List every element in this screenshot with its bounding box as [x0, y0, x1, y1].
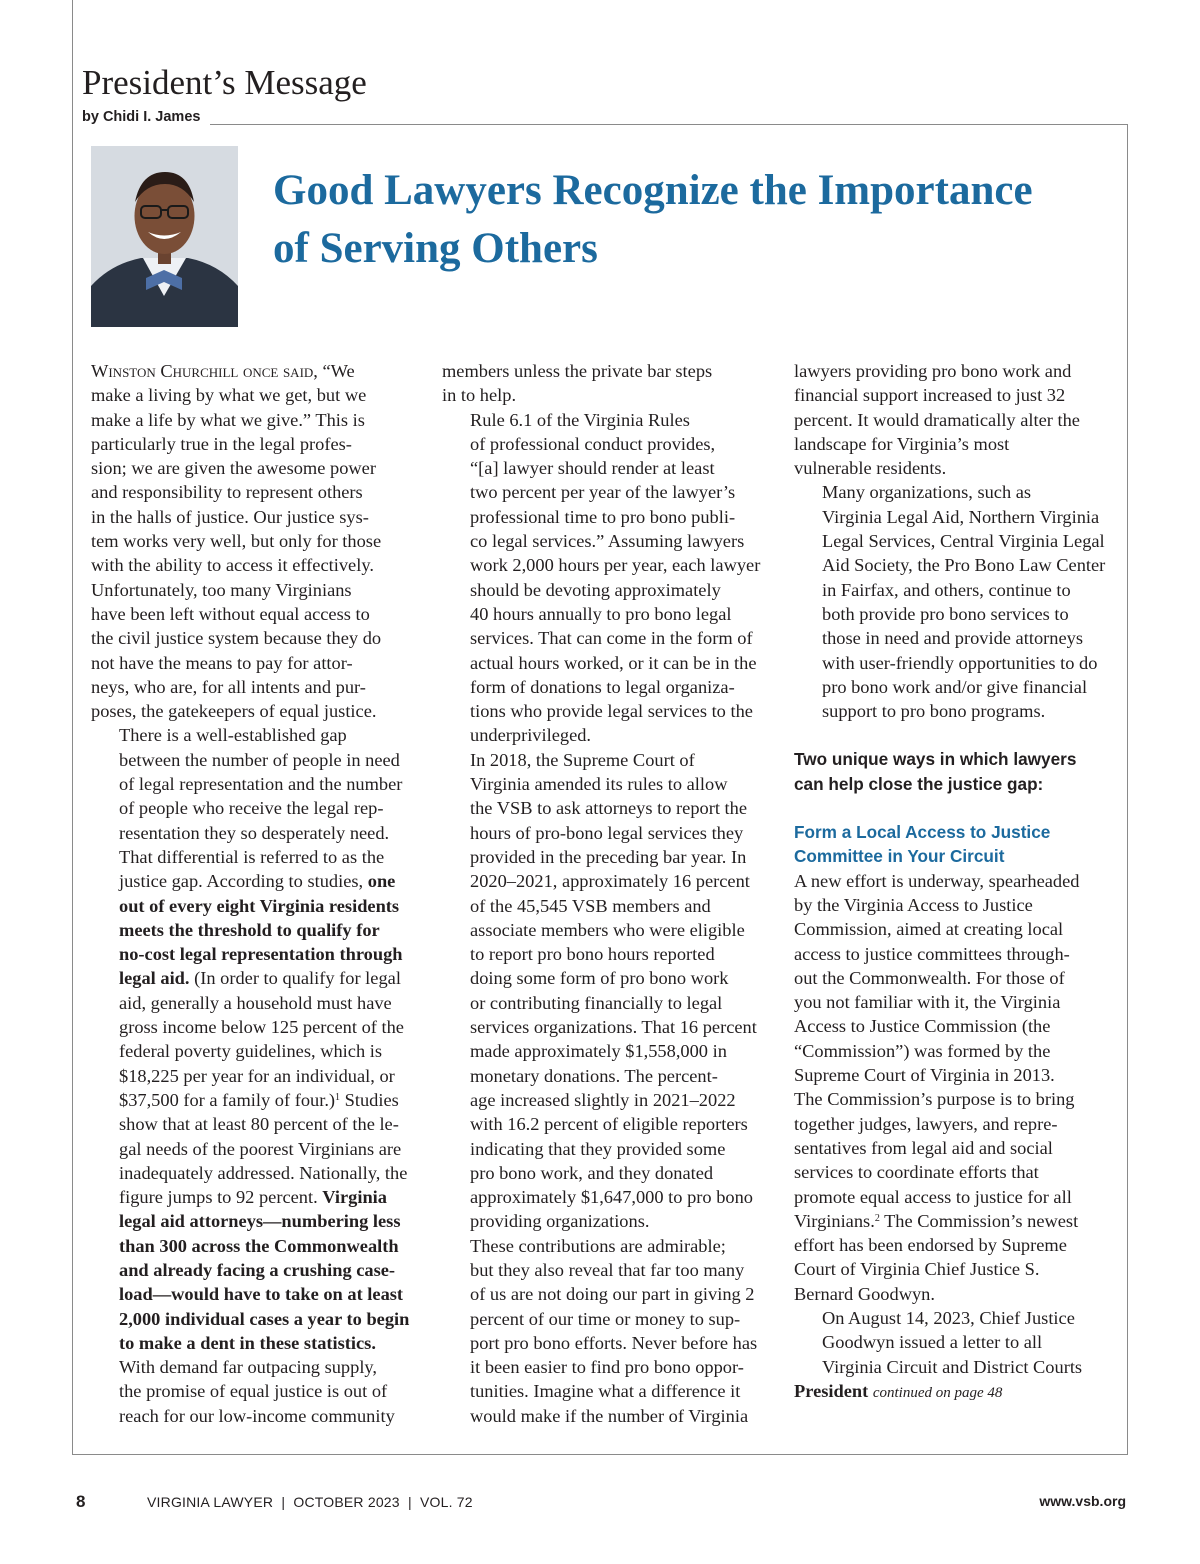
text-line: the promise of equal justice is out of — [119, 1381, 388, 1402]
byline: by Chidi I. James — [82, 109, 201, 125]
text-line: with 16.2 percent of eligible reporters — [470, 1114, 748, 1135]
lead-in-smallcaps: Winston Churchill once said, — [91, 361, 318, 381]
subheading-line: Two unique ways in which lawyers — [794, 749, 1077, 770]
text-line: poses, the gatekeepers of equal justice. — [91, 701, 377, 722]
author-portrait-illustration — [91, 146, 238, 327]
continued-page-reference: continued on page 48 — [872, 1384, 1003, 1401]
text-line: co legal services.” Assuming lawyers — [470, 531, 745, 552]
text-line: it been easier to find pro bono oppor- — [470, 1357, 744, 1378]
text-run: The Commission’s newest — [879, 1210, 1079, 1231]
page-number: 8 — [76, 1492, 86, 1511]
publication-info: VIRGINIA LAWYER | OCTOBER 2023 | VOL. 72 — [147, 1494, 473, 1510]
author-portrait — [91, 146, 238, 327]
text-line: with user-friendly opportunities to do — [822, 652, 1098, 673]
text-line: have been left without equal access to — [91, 603, 370, 624]
text-line: together judges, lawyers, and repre- — [794, 1113, 1058, 1134]
website-link[interactable]: www.vsb.org — [1039, 1493, 1126, 1509]
text-line: the civil justice system because they do — [91, 628, 382, 649]
footnote-marker[interactable]: 1 — [335, 1091, 341, 1103]
text-line — [91, 1185, 413, 1209]
text-line: Virginia Legal Aid, Northern Virginia — [822, 506, 1100, 527]
text-line: vulnerable residents. — [794, 458, 947, 479]
subheading — [794, 747, 1116, 796]
text-line: pro bono work, and they donated — [470, 1162, 714, 1183]
text-line: That differential is referred to as the — [119, 846, 385, 867]
text-line: provided in the preceding bar year. In — [470, 846, 747, 867]
spacer — [794, 723, 1116, 747]
article-column-3 — [794, 359, 1116, 1405]
paragraph — [794, 1306, 1116, 1379]
text-run: Studies — [340, 1089, 399, 1110]
text-line: of legal representation and the number — [119, 774, 403, 795]
text-line: port pro bono efforts. Never before has — [470, 1332, 758, 1353]
text-run: figure jumps to 92 percent. — [119, 1187, 323, 1208]
text-run: $37,500 for a family of four.) — [119, 1089, 336, 1110]
text-line: sentatives from legal aid and social — [794, 1137, 1053, 1158]
paragraph — [794, 480, 1116, 723]
text-line: show that at least 80 percent of the le- — [119, 1114, 399, 1135]
text-line: of people who receive the legal rep- — [119, 798, 384, 819]
text-line: Rule 6.1 of the Virginia Rules — [470, 409, 690, 430]
text-line: federal poverty guidelines, which is — [119, 1041, 383, 1062]
text-line: inadequately addressed. Nationally, the — [119, 1162, 408, 1183]
text-run: “We — [322, 361, 355, 381]
text-line: age increased slightly in 2021–2022 — [470, 1089, 736, 1110]
text-line: 40 hours annually to pro bono legal — [470, 603, 732, 624]
text-line: gal needs of the poorest Virginians are — [119, 1138, 402, 1159]
emphasis-line: load—would have to take on at least — [119, 1284, 404, 1305]
text-line: tem works very well, but only for those — [91, 531, 382, 552]
emphasis-line: legal aid attorneys—numbering less — [119, 1211, 401, 1232]
text-line: The Commission’s purpose is to bring — [794, 1089, 1075, 1110]
text-run: justice gap. According to studies, — [119, 871, 368, 892]
text-line: indicating that they provided some — [470, 1138, 726, 1159]
text-line: associate members who were eligible — [470, 919, 745, 940]
text-line: Many organizations, such as — [822, 482, 1032, 503]
text-line: work 2,000 hours per year, each lawyer — [470, 555, 761, 576]
text-line: In 2018, the Supreme Court of — [470, 749, 695, 770]
text-line: Virginia Circuit and District Courts — [822, 1356, 1083, 1377]
text-line: services organizations. That 16 percent — [470, 1017, 757, 1038]
text-line: resentation they so desperately need. — [119, 822, 390, 843]
paragraph — [794, 359, 1116, 480]
text-line: A new effort is underway, spearheaded — [794, 870, 1080, 891]
paragraph — [442, 1234, 764, 1428]
paragraph — [442, 408, 764, 748]
emphasis-line: than 300 across the Commonwealth — [119, 1235, 399, 1256]
text-line: These contributions are admirable; — [470, 1235, 726, 1256]
article-column-1 — [91, 359, 413, 1428]
text-line: would make if the number of Virginia — [470, 1405, 749, 1426]
text-line: Supreme Court of Virginia in 2013. — [794, 1065, 1055, 1086]
subheading-line: Committee in Your Circuit — [794, 846, 1005, 867]
text-line: neys, who are, for all intents and pur- — [91, 676, 366, 697]
text-line: you not familiar with it, the Virginia — [794, 992, 1061, 1013]
text-line: in to help. — [442, 385, 517, 406]
text-line: 2020–2021, approximately 16 percent — [470, 871, 750, 892]
text-line — [91, 359, 413, 383]
text-line: actual hours worked, or it can be in the — [470, 652, 757, 673]
text-line: promote equal access to justice for all — [794, 1186, 1072, 1207]
text-line: access to justice committees through- — [794, 943, 1070, 964]
emphasis-line: and already facing a crushing case- — [119, 1259, 396, 1280]
text-line: On August 14, 2023, Chief Justice — [822, 1307, 1075, 1328]
text-line: between the number of people in need — [119, 749, 400, 770]
text-line: make a life by what we give.” This is — [91, 409, 365, 430]
text-line — [91, 869, 413, 893]
text-line: support to pro bono programs. — [822, 701, 1046, 722]
emphasis-line: meets the threshold to qualify for — [119, 919, 380, 940]
text-line: percent. It would dramatically alter the — [794, 409, 1080, 430]
text-line: of professional conduct provides, — [470, 433, 716, 454]
text-line: effort has been endorsed by Supreme — [794, 1235, 1067, 1256]
paragraph — [91, 723, 413, 1428]
text-line — [91, 966, 413, 990]
emphasis-line: no-cost legal representation through — [119, 944, 403, 965]
text-line: hours of pro-bono legal services they — [470, 822, 744, 843]
text-line: services. That can come in the form of — [470, 628, 753, 649]
article-frame-top — [210, 124, 1128, 125]
text-line: “[a] lawyer should render at least — [470, 458, 715, 479]
headline-line: Good Lawyers Recognize the Importance — [273, 167, 1033, 214]
text-line: two percent per year of the lawyer’s — [470, 482, 736, 503]
section-title: President’s Message — [82, 63, 367, 102]
text-line: tions who provide legal services to the — [470, 701, 753, 722]
paragraph — [442, 748, 764, 1234]
text-line: landscape for Virginia’s most — [794, 433, 1010, 454]
text-line: There is a well-established gap — [119, 725, 347, 746]
text-line: form of donations to legal organiza- — [470, 676, 735, 697]
text-run: (In order to qualify for legal — [189, 968, 401, 989]
text-line: pro bono work and/or give financial — [822, 676, 1088, 697]
text-line: aid, generally a household must have — [119, 992, 392, 1013]
text-line: Virginia amended its rules to allow — [470, 774, 728, 795]
footnote-marker[interactable]: 2 — [874, 1212, 880, 1224]
text-line: underprivileged. — [470, 725, 592, 746]
text-line: by the Virginia Access to Justice — [794, 894, 1033, 915]
emphasis-line: to make a dent in these statistics. — [119, 1332, 376, 1353]
emphasis: legal aid. — [119, 968, 190, 989]
text-line: in the halls of justice. Our justice sys- — [91, 506, 369, 527]
text-line: Aid Society, the Pro Bono Law Center — [822, 555, 1106, 576]
text-line: not have the means to pay for attor- — [91, 652, 353, 673]
emphasis: Virginia — [322, 1187, 387, 1208]
text-run: Virginians. — [794, 1210, 875, 1231]
text-line: doing some form of pro bono work — [470, 968, 729, 989]
article-headline — [273, 162, 1113, 278]
text-line: providing organizations. — [470, 1211, 650, 1232]
emphasis-line: 2,000 individual cases a year to begin — [119, 1308, 410, 1329]
text-line: in Fairfax, and others, continue to — [822, 579, 1071, 600]
text-line: should be devoting approximately — [470, 579, 721, 600]
text-line: to report pro bono hours reported — [470, 944, 715, 965]
continued-label: President — [794, 1380, 869, 1401]
text-line — [794, 1209, 1116, 1233]
text-line: out the Commonwealth. For those of — [794, 967, 1065, 988]
text-line: services to coordinate efforts that — [794, 1162, 1039, 1183]
text-line: lawyers providing pro bono work and — [794, 361, 1072, 381]
paragraph — [794, 869, 1116, 1306]
article-column-2 — [442, 359, 764, 1428]
text-line: professional time to pro bono publi- — [470, 506, 736, 527]
text-line: Commission, aimed at creating local — [794, 919, 1064, 940]
spacer — [794, 796, 1116, 820]
text-line: reach for our low-income community — [119, 1405, 395, 1426]
text-line: approximately $1,647,000 to pro bono — [470, 1187, 753, 1208]
text-line: members unless the private bar steps — [442, 361, 713, 381]
text-line: make a living by what we get, but we — [91, 385, 367, 406]
text-line: Unfortunately, too many Virginians — [91, 579, 352, 600]
text-line: but they also reveal that far too many — [470, 1259, 745, 1280]
text-line: percent of our time or money to sup- — [470, 1308, 741, 1329]
article-frame-bottom — [72, 1454, 1128, 1455]
paragraph — [91, 359, 413, 723]
text-line: “Commission”) was formed by the — [794, 1040, 1051, 1061]
text-line: with the ability to access it effectively. — [91, 555, 374, 576]
emphasis-line: out of every eight Virginia residents — [119, 895, 400, 916]
text-line: or contributing financially to legal — [470, 992, 723, 1013]
text-line: the VSB to ask attorneys to report the — [470, 798, 748, 819]
emphasis: one — [367, 871, 396, 892]
text-line: $18,225 per year for an individual, or — [119, 1065, 395, 1086]
headline-line: of Serving Others — [273, 225, 598, 272]
text-line: tunities. Imagine what a difference it — [470, 1381, 741, 1402]
text-line: made approximately $1,558,000 in — [470, 1041, 727, 1062]
continued-notice[interactable] — [794, 1379, 1116, 1405]
subheading-section — [794, 820, 1116, 869]
text-line — [91, 1088, 413, 1112]
text-line: Access to Justice Commission (the — [794, 1016, 1051, 1037]
text-line: gross income below 125 percent of the — [119, 1017, 404, 1038]
subheading-line: can help close the justice gap: — [794, 773, 1044, 794]
text-line: of the 45,545 VSB members and — [470, 895, 711, 916]
text-line: those in need and provide attorneys — [822, 628, 1083, 649]
text-line: particularly true in the legal profes- — [91, 433, 352, 454]
text-line: monetary donations. The percent- — [470, 1065, 718, 1086]
text-line: Legal Services, Central Virginia Legal — [822, 531, 1105, 552]
text-line: financial support increased to just 32 — [794, 385, 1066, 406]
text-line: sion; we are given the awesome power — [91, 458, 376, 479]
text-line: both provide pro bono services to — [822, 603, 1069, 624]
text-line: Bernard Goodwyn. — [794, 1283, 935, 1304]
subheading-line: Form a Local Access to Justice — [794, 822, 1051, 843]
article-frame-right — [1127, 124, 1128, 1455]
text-line: Goodwyn issued a letter to all — [822, 1332, 1043, 1353]
page-margin-rule — [72, 0, 73, 1455]
paragraph — [442, 359, 764, 408]
text-line: Court of Virginia Chief Justice S. — [794, 1259, 1040, 1280]
text-line: With demand far outpacing supply, — [119, 1357, 378, 1378]
text-line: and responsibility to represent others — [91, 482, 363, 503]
text-line: of us are not doing our part in giving 2 — [470, 1284, 755, 1305]
